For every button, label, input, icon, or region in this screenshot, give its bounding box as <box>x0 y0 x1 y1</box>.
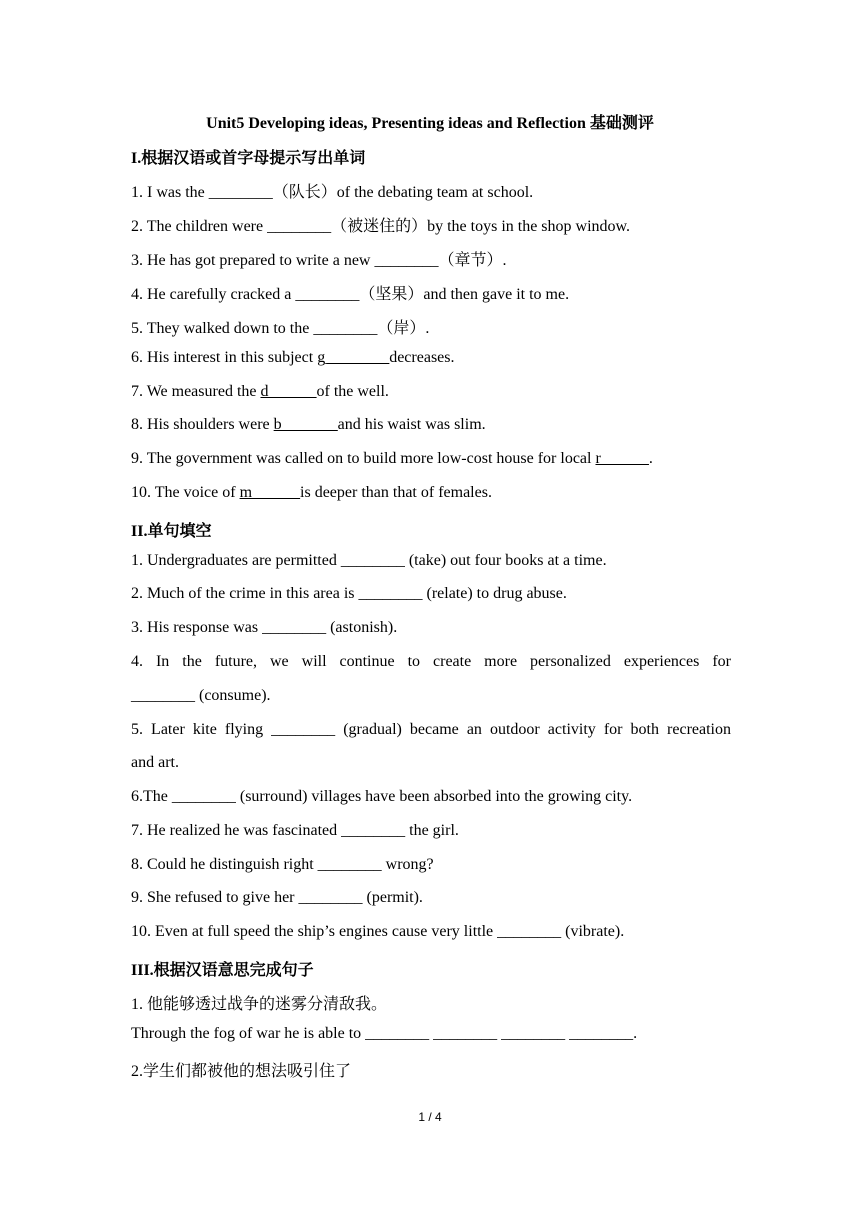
s1-item-10-end: is deeper than that of females. <box>300 484 492 501</box>
s2-line-6: 5. Later kite flying ________ (gradual) became an outdoor activity for both recreation <box>131 721 731 738</box>
section-1-heading: I.根据汉语或首字母提示写出单词 <box>131 150 366 167</box>
s3-line-1: 1. 他能够透过战争的迷雾分清敌我。 <box>131 996 388 1013</box>
section-3-heading: III.根据汉语意思完成句子 <box>131 962 314 979</box>
s1-item-7 <box>131 383 731 401</box>
s2-line-7: and art. <box>131 754 179 771</box>
s2-line-10: 8. Could he distinguish right ________ wrong? <box>131 856 434 873</box>
s1-item-8-blank: b_______ <box>273 416 338 433</box>
s1-item-6-text: 6. His interest in this subject <box>131 349 318 366</box>
s1-item-6-end: decreases. <box>389 349 455 366</box>
s2-line-11: 9. She refused to give her ________ (permit). <box>131 889 423 906</box>
s3-line-3: 2.学生们都被他的想法吸引住了 <box>131 1063 352 1080</box>
s3-line-2: Through the fog of war he is able to ________ ________ ________ ________. <box>131 1025 638 1042</box>
s1-item-4: 4. He carefully cracked a ________（坚果）and then gave it to me. <box>131 286 570 303</box>
s1-item-8-end: and his waist was slim. <box>337 416 486 433</box>
s1-item-6 <box>131 349 731 367</box>
s1-item-9-text: 9. The government was called on to build more low-cost house for local <box>131 450 596 467</box>
s2-line-2: 2. Much of the crime in this area is ________ (relate) to drug abuse. <box>131 585 567 602</box>
s1-item-7-text: 7. We measured the <box>131 383 261 400</box>
s1-item-7-blank: d______ <box>260 383 317 400</box>
s2-line-9: 7. He realized he was fascinated ________ the girl. <box>131 822 459 839</box>
s2-line-5: ________ (consume). <box>131 687 271 704</box>
document-title: Unit5 Developing ideas, Presenting ideas and Reflection 基础测评 <box>206 115 654 132</box>
s1-item-9-blank: r______ <box>595 450 649 467</box>
s1-item-3: 3. He has got prepared to write a new ________（章节）. <box>131 252 507 269</box>
page-number: 1 / 4 <box>418 1110 442 1124</box>
s1-item-10-blank: m______ <box>239 484 301 501</box>
s1-item-9-end: . <box>648 450 653 467</box>
s2-line-3: 3. His response was ________ (astonish). <box>131 619 398 636</box>
s1-item-8 <box>131 416 731 434</box>
s1-item-1: 1. I was the ________（队长）of the debating team at school. <box>131 184 534 201</box>
section-2-heading: II.单句填空 <box>131 523 212 540</box>
s1-item-10-text: 10. The voice of <box>131 484 240 501</box>
s2-line-4: 4. In the future, we will continue to create more personalized experiences for <box>131 653 731 670</box>
s1-item-5: 5. They walked down to the ________（岸）. <box>131 320 430 337</box>
s2-line-8: 6.The ________ (surround) villages have been absorbed into the growing city. <box>131 788 633 805</box>
s2-line-12: 10. Even at full speed the ship’s engines cause very little ________ (vibrate). <box>131 923 625 940</box>
s1-item-2: 2. The children were ________（被迷住的）by the toys in the shop window. <box>131 218 631 235</box>
s1-item-6-blank: g________ <box>317 349 390 366</box>
s1-item-9 <box>131 450 731 468</box>
s1-item-8-text: 8. His shoulders were <box>131 416 274 433</box>
s2-line-1: 1. Undergraduates are permitted ________ (take) out four books at a time. <box>131 552 607 569</box>
s1-item-7-end: of the well. <box>316 383 389 400</box>
s1-item-10 <box>131 484 731 502</box>
